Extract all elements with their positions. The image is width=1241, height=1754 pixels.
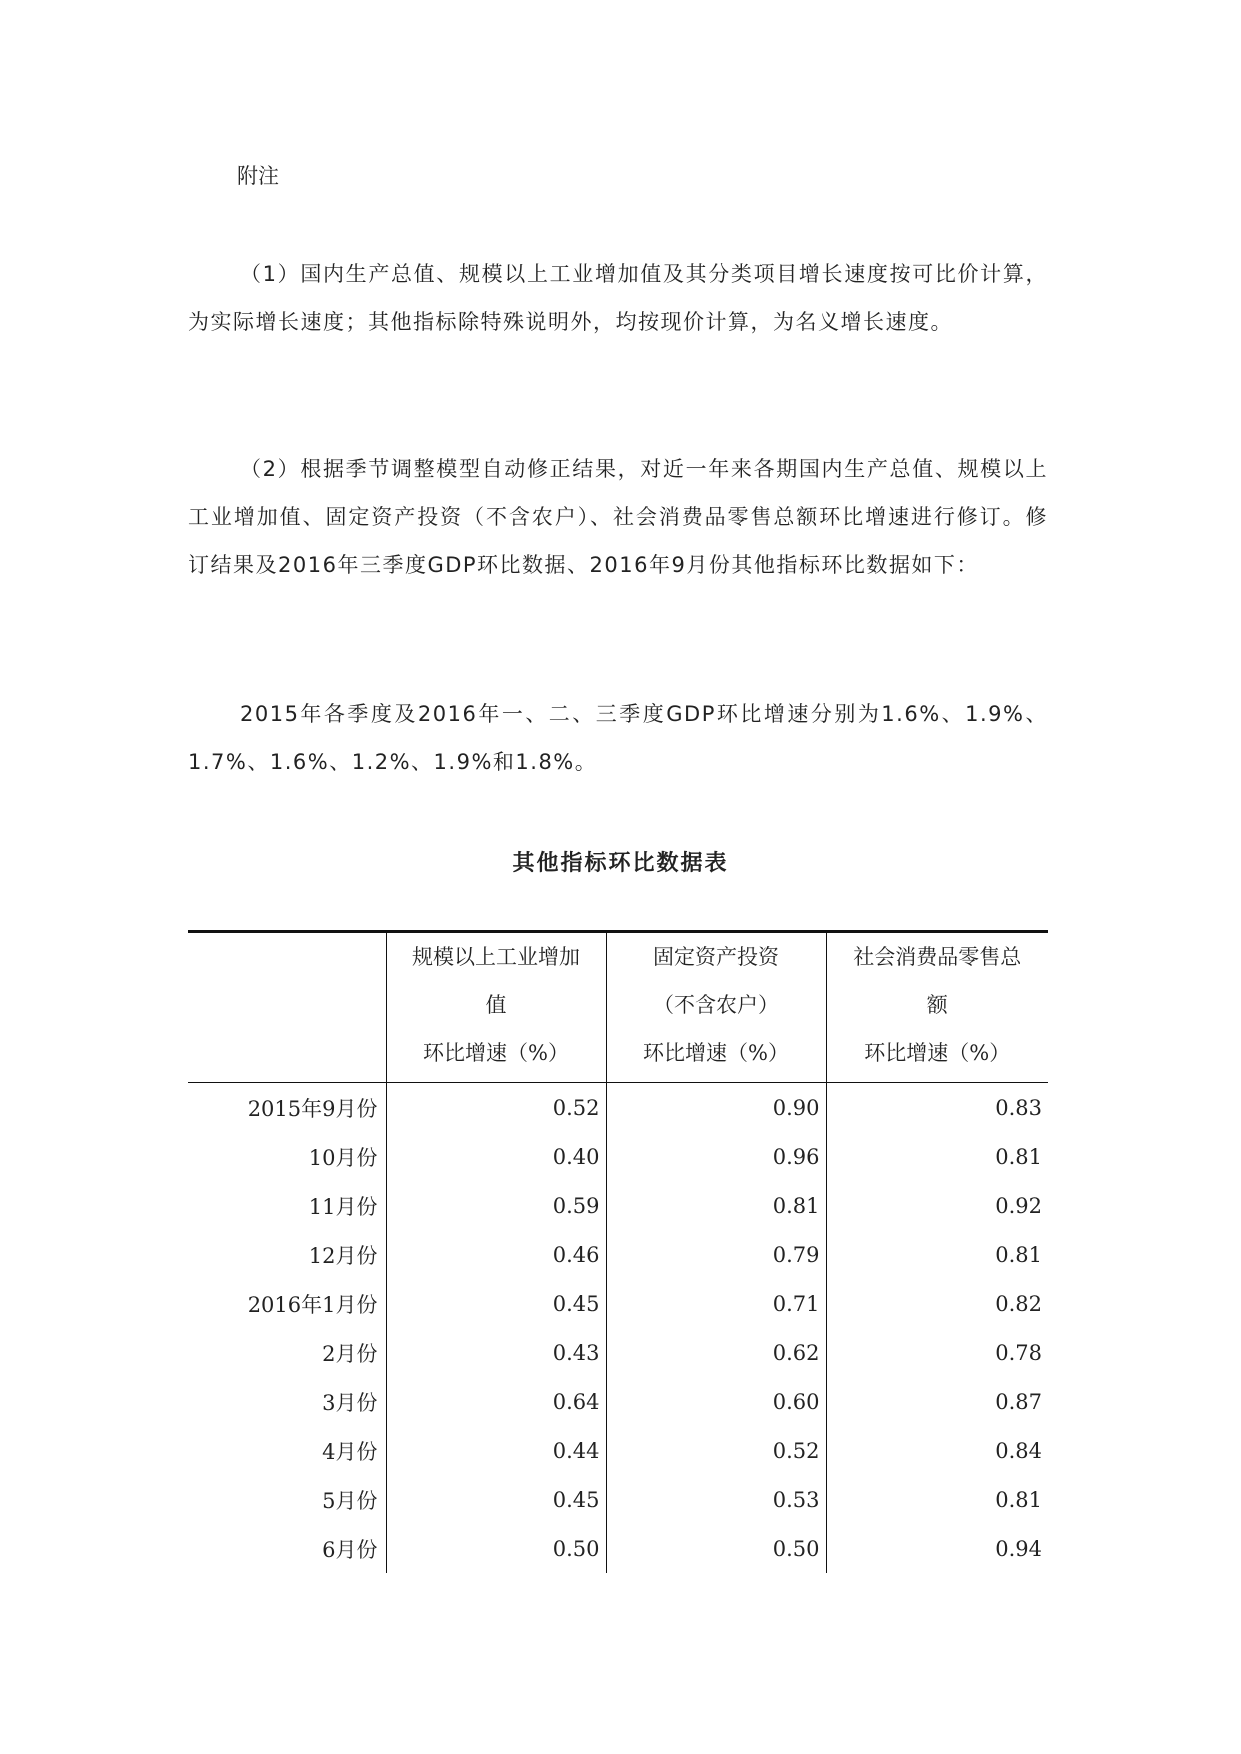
note-paragraph-2: （2）根据季节调整模型自动修正结果，对近一年来各期国内生产总值、规模以上工业增加值、固定资产投资（不含农户）、社会消费品零售总额环比增速进行修订。修订结果及2016年三季度GDP环比数据、2016年9月份其他指标环比数据如下： <box>188 457 1048 577</box>
header-investment-line-1: 固定资产投资 <box>653 945 779 969</box>
row-period: 6月份 <box>322 1537 378 1562</box>
header-investment <box>606 932 826 1083</box>
row-retail: 0.81 <box>826 1475 1048 1524</box>
row-industry: 0.46 <box>386 1230 606 1279</box>
header-retail <box>826 932 1048 1083</box>
row-investment: 0.71 <box>606 1279 826 1328</box>
table-header-row <box>188 932 1048 1083</box>
notes-title: 附注 <box>237 164 279 188</box>
row-industry: 0.45 <box>386 1279 606 1328</box>
table-row <box>188 1230 1048 1279</box>
row-industry: 0.64 <box>386 1377 606 1426</box>
month-on-month-table <box>188 930 1048 1573</box>
header-industry <box>386 932 606 1083</box>
header-industry-line-1: 规模以上工业增加 <box>412 945 580 969</box>
row-investment: 0.52 <box>606 1426 826 1475</box>
table-row <box>188 1279 1048 1328</box>
row-investment: 0.62 <box>606 1328 826 1377</box>
header-retail-line-2: 额 <box>926 993 948 1017</box>
row-period: 2月份 <box>322 1341 378 1366</box>
row-period: 2016年1月份 <box>247 1292 378 1317</box>
table-row <box>188 1377 1048 1426</box>
row-investment: 0.53 <box>606 1475 826 1524</box>
row-industry: 0.43 <box>386 1328 606 1377</box>
row-industry: 0.59 <box>386 1181 606 1230</box>
table-row <box>188 1132 1048 1181</box>
row-retail: 0.82 <box>826 1279 1048 1328</box>
table-row <box>188 1524 1048 1573</box>
row-investment: 0.90 <box>606 1083 826 1133</box>
row-retail: 0.78 <box>826 1328 1048 1377</box>
header-period <box>188 932 386 1083</box>
table-row <box>188 1083 1048 1133</box>
header-retail-line-1: 社会消费品零售总 <box>853 945 1022 969</box>
header-investment-line-2: （不含农户） <box>653 993 779 1017</box>
row-retail: 0.81 <box>826 1230 1048 1279</box>
table-row <box>188 1426 1048 1475</box>
row-industry: 0.52 <box>386 1083 606 1133</box>
row-period: 4月份 <box>322 1439 378 1464</box>
row-period: 12月份 <box>308 1243 378 1268</box>
row-investment: 0.60 <box>606 1377 826 1426</box>
row-industry: 0.40 <box>386 1132 606 1181</box>
row-retail: 0.94 <box>826 1524 1048 1573</box>
row-retail: 0.84 <box>826 1426 1048 1475</box>
row-investment: 0.50 <box>606 1524 826 1573</box>
table-row <box>188 1328 1048 1377</box>
row-retail: 0.83 <box>826 1083 1048 1133</box>
row-industry: 0.45 <box>386 1475 606 1524</box>
note-paragraph-3: 2015年各季度及2016年一、二、三季度GDP环比增速分别为1.6%、1.9%、1.7%、1.6%、1.2%、1.9%和1.8%。 <box>188 702 1048 774</box>
row-investment: 0.81 <box>606 1181 826 1230</box>
row-retail: 0.87 <box>826 1377 1048 1426</box>
table-title: 其他指标环比数据表 <box>512 850 729 876</box>
header-industry-line-2: 值 <box>485 993 507 1017</box>
row-retail: 0.92 <box>826 1181 1048 1230</box>
row-period: 3月份 <box>322 1390 378 1415</box>
row-industry: 0.50 <box>386 1524 606 1573</box>
header-industry-line-3: 环比增速（%） <box>423 1041 569 1065</box>
header-retail-line-3: 环比增速（%） <box>864 1041 1011 1065</box>
row-retail: 0.81 <box>826 1132 1048 1181</box>
table-row <box>188 1475 1048 1524</box>
row-industry: 0.44 <box>386 1426 606 1475</box>
header-investment-line-3: 环比增速（%） <box>643 1041 789 1065</box>
row-investment: 0.96 <box>606 1132 826 1181</box>
table-row <box>188 1181 1048 1230</box>
row-investment: 0.79 <box>606 1230 826 1279</box>
row-period: 5月份 <box>322 1488 378 1513</box>
note-paragraph-1: （1）国内生产总值、规模以上工业增加值及其分类项目增长速度按可比价计算，为实际增长速度；其他指标除特殊说明外，均按现价计算，为名义增长速度。 <box>188 262 1048 334</box>
row-period: 10月份 <box>308 1145 378 1170</box>
row-period: 11月份 <box>308 1194 378 1219</box>
row-period: 2015年9月份 <box>247 1096 378 1121</box>
